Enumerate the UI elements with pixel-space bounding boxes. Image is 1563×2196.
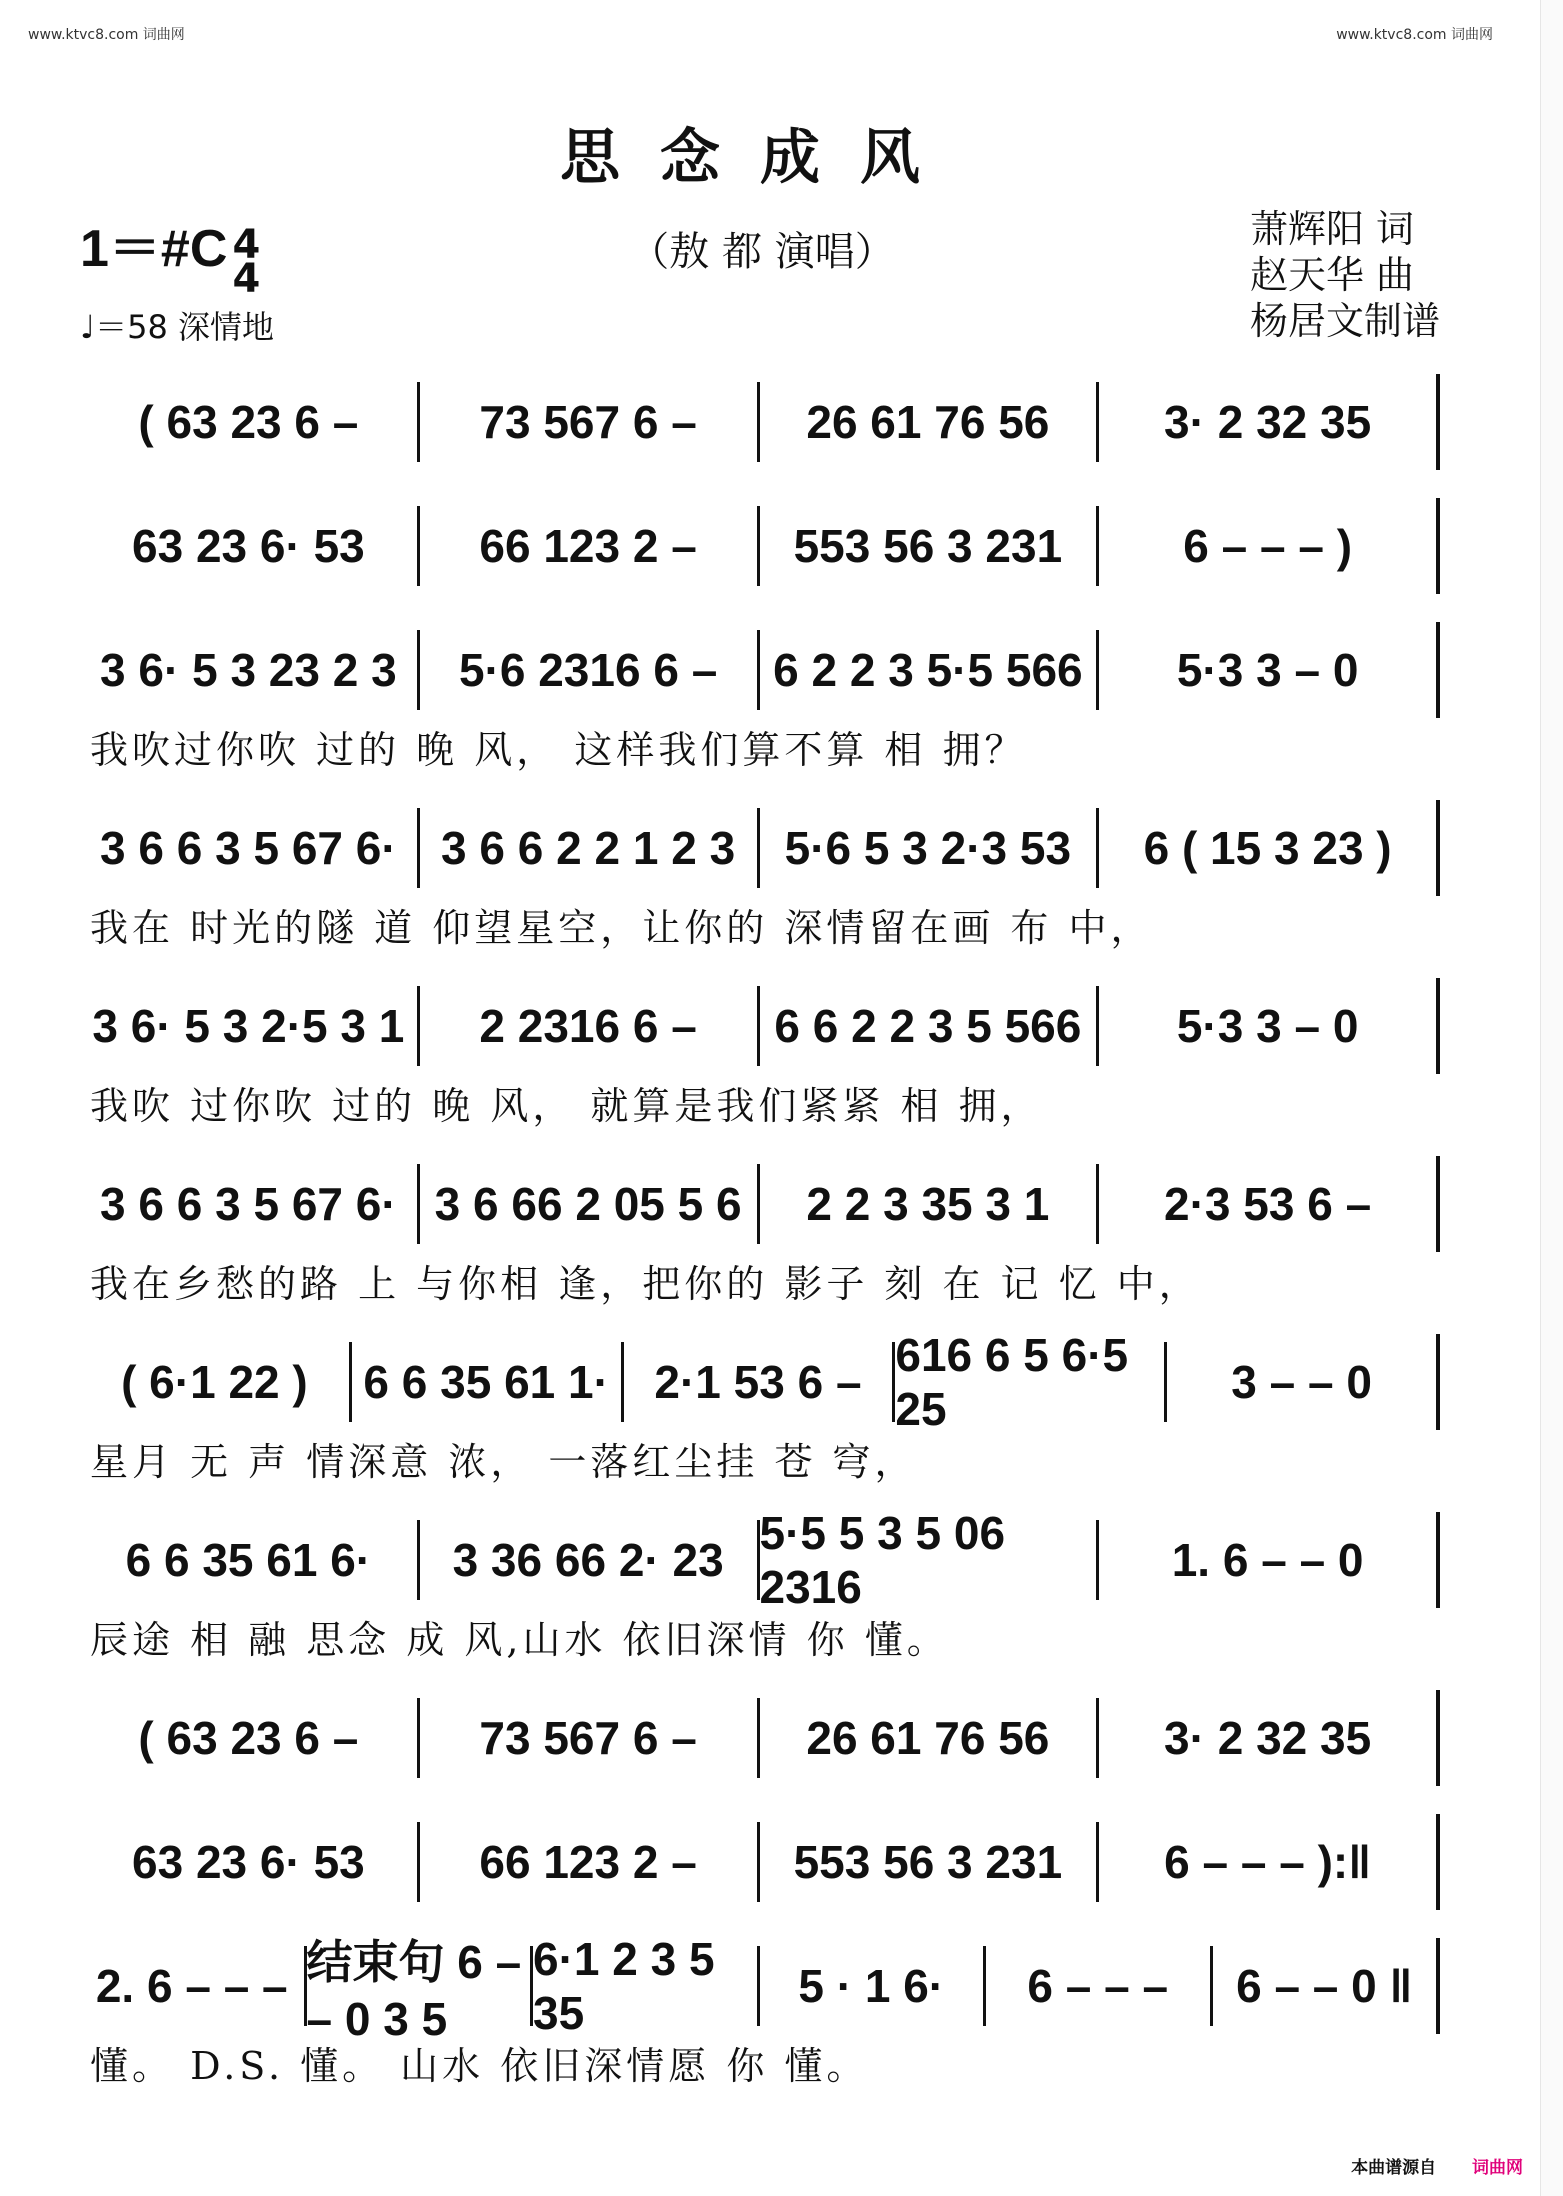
measure: 6 6 2 2 3 5 566 bbox=[757, 986, 1097, 1066]
score-meta bbox=[80, 206, 1440, 356]
lyric-line: 我在乡愁的路 上 与你相 逢，把你的 影子 刻 在 记 忆 中， bbox=[90, 1262, 1201, 1306]
score-system bbox=[80, 1690, 1440, 1796]
score-system bbox=[80, 978, 1440, 1138]
measure: 2·1 53 6 – bbox=[621, 1342, 893, 1422]
measure: 6 6 35 61 6· bbox=[125, 1534, 372, 1586]
score-system bbox=[80, 1814, 1440, 1920]
lyric-line: 我吹 过你吹 过的 晚 风， 就算是我们紧紧 相 拥， bbox=[90, 1084, 1043, 1128]
credits-block bbox=[1250, 206, 1440, 344]
footer bbox=[1351, 2153, 1523, 2178]
time-signature bbox=[232, 221, 261, 302]
time-sig-bottom: 4 bbox=[232, 255, 261, 302]
measure: 5·3 3 – 0 bbox=[1096, 986, 1436, 1066]
lyric-line bbox=[80, 1786, 1440, 1796]
measure: 66 123 2 – bbox=[417, 506, 757, 586]
measure: 3· 2 32 35 bbox=[1096, 382, 1436, 462]
notes-row bbox=[80, 1329, 1440, 1435]
measure: 6·1 2 3 5 35 bbox=[530, 1946, 757, 2026]
score-system bbox=[80, 1156, 1440, 1316]
score-system bbox=[80, 800, 1440, 960]
credit-transcriber: 杨居文制谱 bbox=[1249, 299, 1440, 343]
measure: 6 – – – bbox=[983, 1946, 1210, 2026]
measure: 6 – – – ):‖ bbox=[1096, 1822, 1436, 1902]
notes-row bbox=[80, 1690, 1440, 1786]
measure: 2. 6 – – – bbox=[95, 1960, 288, 2012]
lyric-line: 懂。 D.S. 懂。 山水 依旧深情愿 你 懂。 bbox=[90, 2044, 869, 2088]
notes-row bbox=[80, 1933, 1440, 2045]
score-system bbox=[80, 1507, 1440, 1672]
score-system bbox=[80, 1329, 1440, 1494]
measure: 6 – – – ) bbox=[1096, 506, 1436, 586]
measure: 3 36 66 2· 23 bbox=[417, 1520, 757, 1600]
measure: 26 61 76 56 bbox=[757, 382, 1097, 462]
measure: 3 6· 5 3 23 2 3 bbox=[100, 644, 397, 696]
measure: 616 6 5 6·5 25 bbox=[892, 1342, 1164, 1422]
measure: 3 6· 5 3 2·5 3 1 bbox=[92, 1000, 405, 1052]
measure: 5 · 1 6· bbox=[757, 1946, 984, 2026]
lyric-line bbox=[80, 594, 1440, 604]
measure: 2·3 53 6 – bbox=[1096, 1164, 1436, 1244]
measure: 2 2316 6 – bbox=[417, 986, 757, 1066]
measure: 5·3 3 – 0 bbox=[1096, 630, 1436, 710]
measure: 6 6 35 61 1· bbox=[349, 1342, 621, 1422]
measure: 结束句 6 – – 0 3 5 bbox=[304, 1946, 531, 2026]
measure: 63 23 6· 53 bbox=[132, 520, 365, 572]
score-systems bbox=[80, 374, 1440, 2098]
notes-row bbox=[80, 498, 1440, 594]
score-page bbox=[80, 90, 1440, 2098]
lyric-line: 我吹过你吹 过的 晚 风， 这样我们算不算 相 拥？ bbox=[90, 728, 1027, 772]
lyric-line bbox=[80, 470, 1440, 480]
score-system bbox=[80, 498, 1440, 604]
header-right: www.ktvc8.com 词曲网 bbox=[1336, 27, 1493, 43]
footer-brand: 词曲网 bbox=[1472, 2158, 1523, 2178]
header-left: www.ktvc8.com 词曲网 bbox=[28, 27, 185, 43]
score-system bbox=[80, 1933, 1440, 2098]
notes-row bbox=[80, 1814, 1440, 1910]
measure: 3· 2 32 35 bbox=[1096, 1698, 1436, 1778]
key-signature: 1＝#C bbox=[80, 220, 228, 278]
measure: 66 123 2 – bbox=[417, 1822, 757, 1902]
lyric-line: 我在 时光的隧 道 仰望星空，让你的 深情留在画 布 中， bbox=[90, 906, 1153, 950]
measure: 5·5 5 3 5 06 2316 bbox=[757, 1520, 1097, 1600]
measure: 6 2 2 3 5·5 566 bbox=[757, 630, 1097, 710]
measure: 3 6 6 2 2 1 2 3 bbox=[417, 808, 757, 888]
measure: 63 23 6· 53 bbox=[132, 1836, 365, 1888]
measure: 3 6 6 3 5 67 6· bbox=[100, 1178, 397, 1230]
lyric-line bbox=[80, 1910, 1440, 1920]
measure: ( 63 23 6 – bbox=[138, 1712, 359, 1764]
side-watermark-strip bbox=[1540, 0, 1563, 2196]
measure: 2 2 3 35 3 1 bbox=[757, 1164, 1097, 1244]
measure: 5·6 2316 6 – bbox=[417, 630, 757, 710]
lyric-line: 星月 无 声 情深意 浓， 一落红尘挂 苍 穹， bbox=[90, 1440, 917, 1484]
notes-row bbox=[80, 1507, 1440, 1613]
lyric-line: 辰途 相 融 思念 成 风,山水 依旧深情 你 懂。 bbox=[90, 1618, 949, 1662]
measure: 553 56 3 231 bbox=[757, 506, 1097, 586]
score-system bbox=[80, 374, 1440, 480]
singer-line: （敖 都 演唱） bbox=[629, 229, 895, 275]
notes-row bbox=[80, 374, 1440, 470]
notes-row bbox=[80, 622, 1440, 718]
credit-composer: 赵天华 曲 bbox=[1249, 253, 1415, 297]
time-sig-top: 4 bbox=[232, 221, 261, 268]
measure: 73 567 6 – bbox=[417, 382, 757, 462]
song-title: 思念成风 bbox=[560, 123, 960, 193]
footer-source: 本曲谱源自 bbox=[1351, 2158, 1437, 2178]
measure: 6 ( 15 3 23 ) bbox=[1096, 808, 1436, 888]
measure: 26 61 76 56 bbox=[757, 1698, 1097, 1778]
score-system bbox=[80, 622, 1440, 782]
measure: 6 – – 0 ‖ bbox=[1210, 1946, 1437, 2026]
notes-row bbox=[80, 978, 1440, 1074]
measure: 73 567 6 – bbox=[417, 1698, 757, 1778]
measure: ( 63 23 6 – bbox=[138, 396, 359, 448]
tempo-marking: ♩＝58 深情地 bbox=[80, 307, 274, 346]
measure: 553 56 3 231 bbox=[757, 1822, 1097, 1902]
measure: 3 6 66 2 05 5 6 bbox=[417, 1164, 757, 1244]
notes-row bbox=[80, 800, 1440, 896]
measure: 3 6 6 3 5 67 6· bbox=[100, 822, 397, 874]
measure: ( 6·1 22 ) bbox=[121, 1356, 308, 1408]
measure: 3 – – 0 bbox=[1164, 1342, 1436, 1422]
credit-lyricist: 萧辉阳 词 bbox=[1249, 207, 1415, 251]
measure: 5·6 5 3 2·3 53 bbox=[757, 808, 1097, 888]
key-tempo-block bbox=[80, 206, 274, 348]
measure: 1. 6 – – 0 bbox=[1096, 1520, 1436, 1600]
notes-row bbox=[80, 1156, 1440, 1252]
